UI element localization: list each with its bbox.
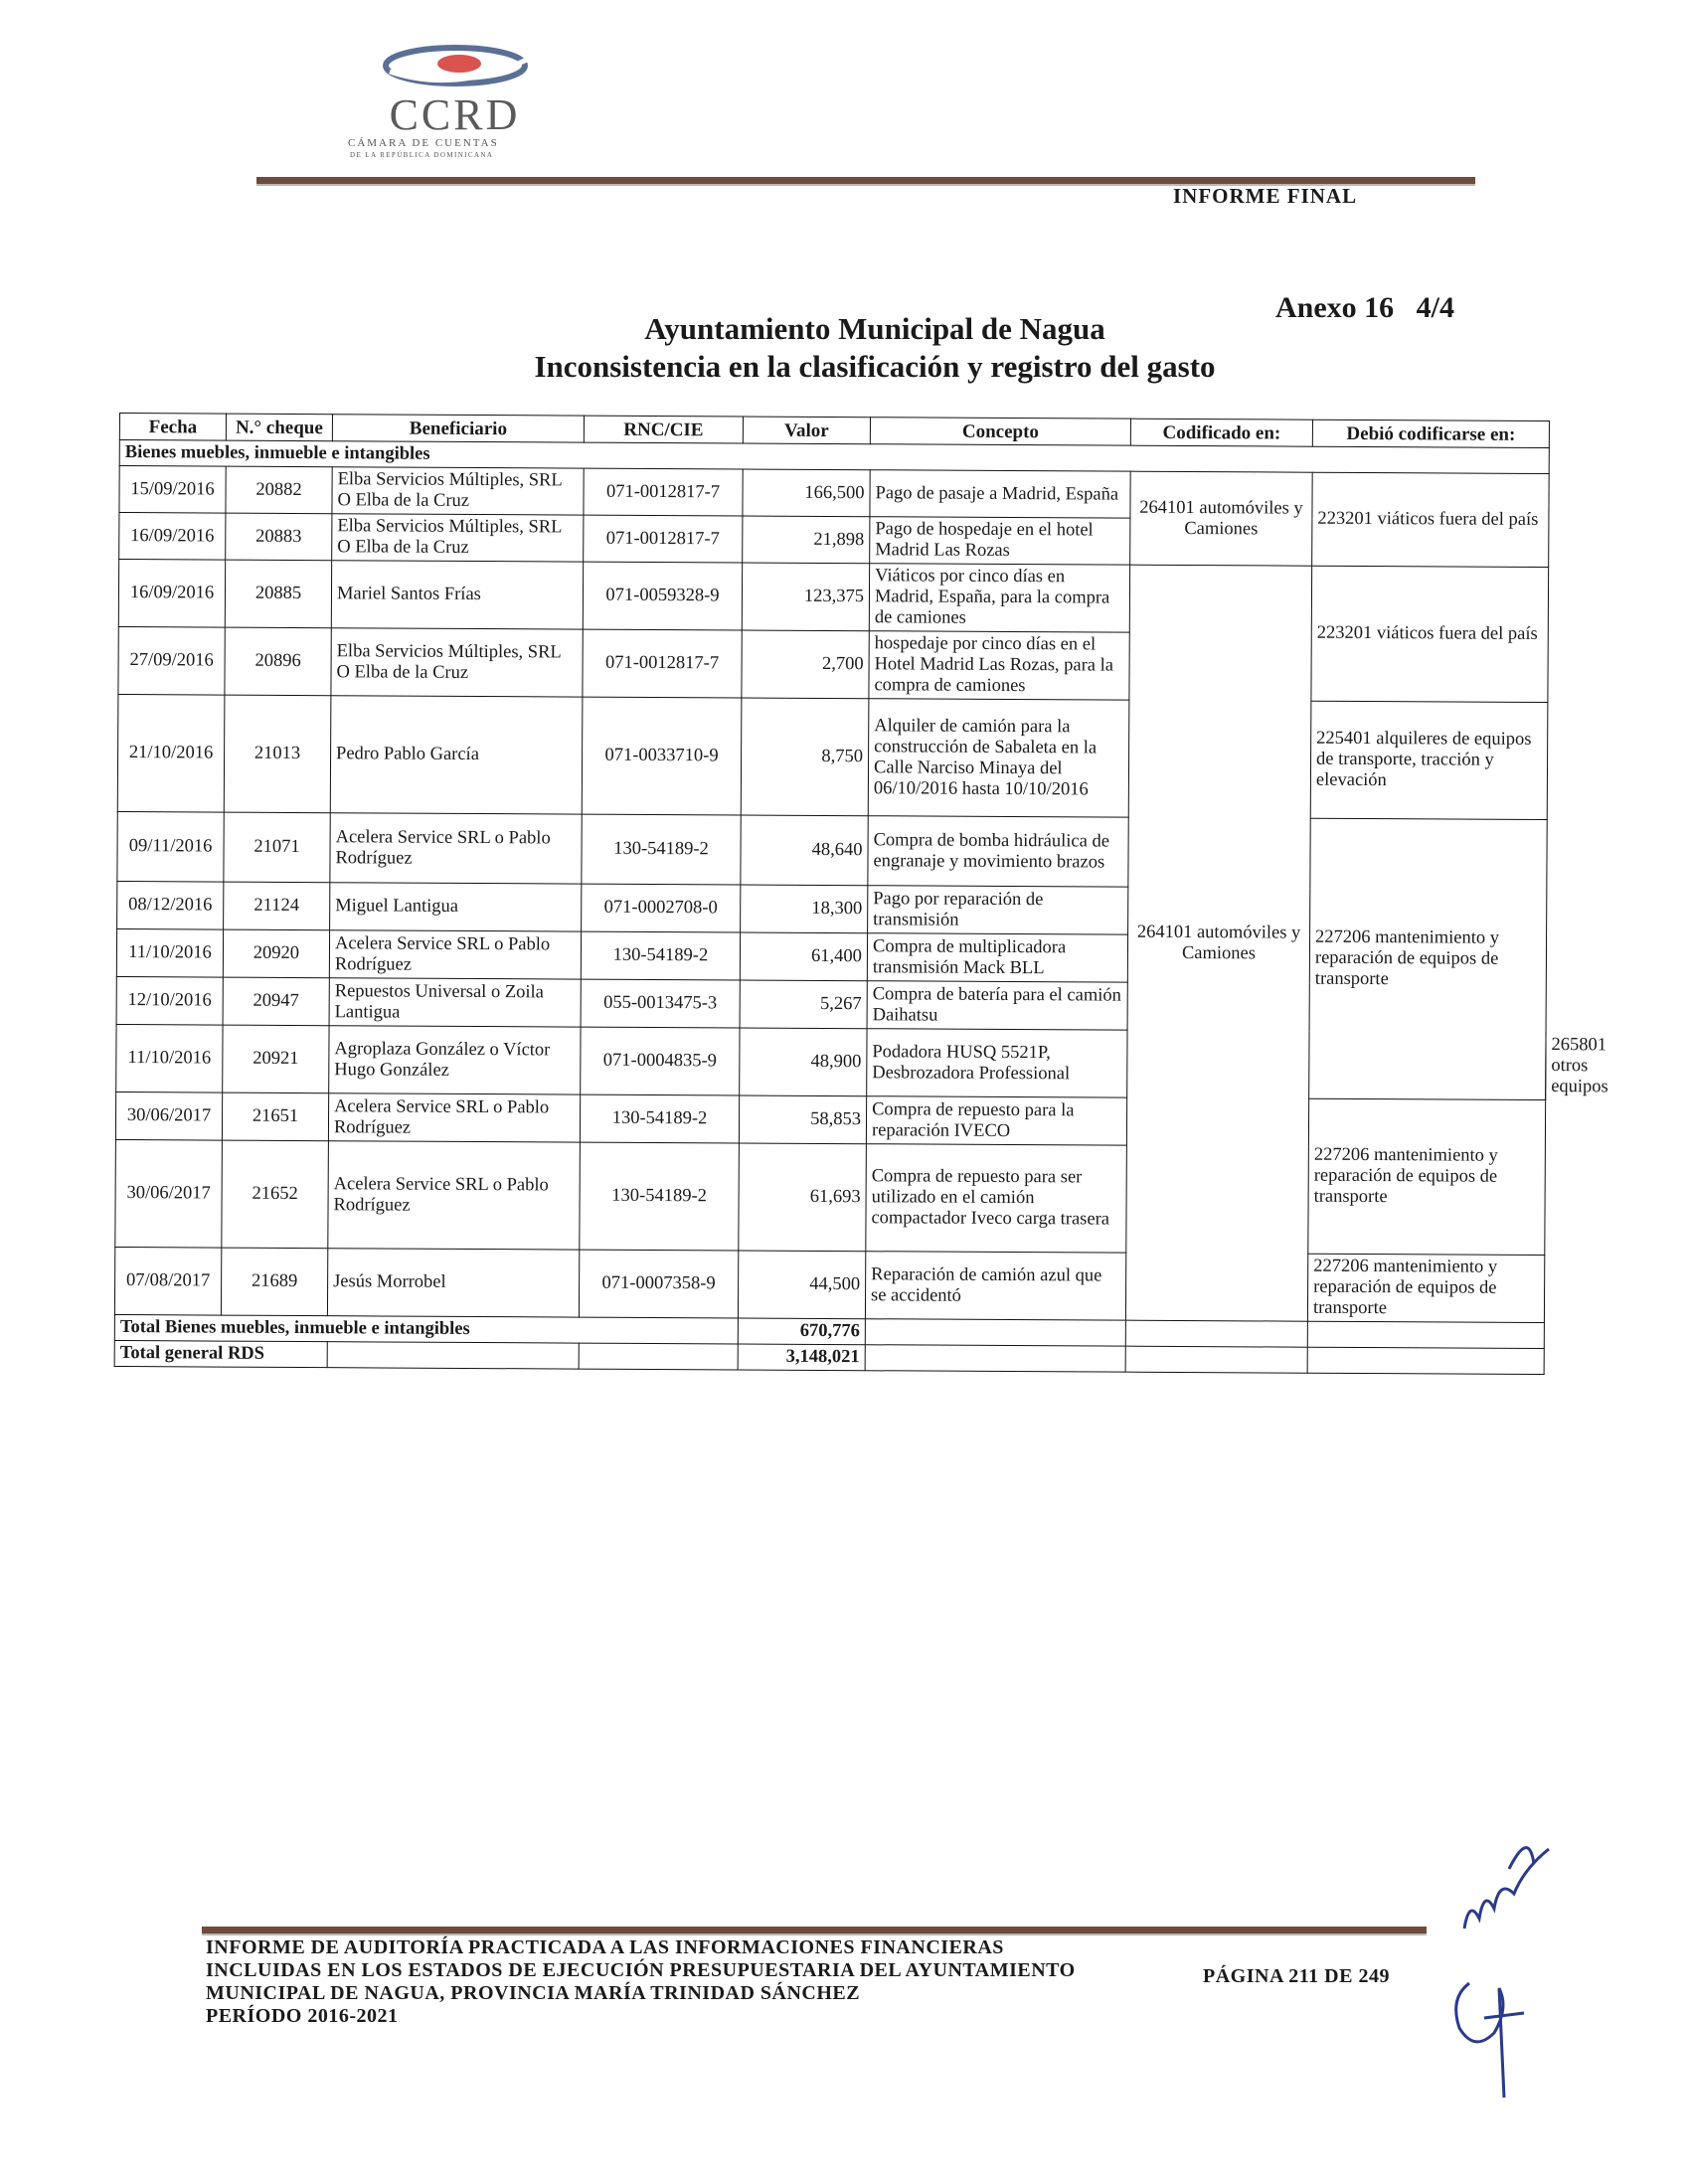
cell-beneficiario: Acelera Service SRL o Pablo Rodríguez: [329, 930, 581, 979]
col-header: N.° cheque: [226, 414, 332, 441]
cell-concepto: Pago de pasaje a Madrid, España: [870, 470, 1130, 518]
cell-debio: 227206 mantenimiento y reparación de equipos de transporte: [1308, 1098, 1546, 1255]
cell-beneficiario: Miguel Lantigua: [330, 883, 582, 931]
category-total-label: Total Bienes muebles, inmueble e intangibles: [114, 1314, 738, 1344]
cell-beneficiario: Elba Servicios Múltiples, SRL O Elba de la Cruz: [332, 467, 584, 515]
cell-fecha: 12/10/2016: [116, 976, 223, 1025]
cell-debio: 227206 mantenimiento y reparación de equipos de transporte: [1307, 1254, 1544, 1322]
footer-line: MUNICIPAL DE NAGUA, PROVINCIA MARÍA TRINIDAD SÁNCHEZ: [206, 1982, 861, 2004]
cell-fecha: 21/10/2016: [117, 694, 225, 812]
cell-concepto: Reparación de camión azul que se accidentó: [865, 1252, 1125, 1320]
cell-beneficiario: Acelera Service SRL o Pablo Rodríguez: [330, 813, 582, 884]
cell-valor: 166,500: [743, 469, 870, 517]
annex-label: Anexo 16 4/4: [1275, 291, 1454, 324]
cell-cheque: 20896: [225, 627, 331, 696]
cell-valor: 61,400: [740, 932, 867, 981]
cell-cheque: 21651: [222, 1092, 328, 1141]
cell-concepto: Viáticos por cinco días en Madrid, España, para la compra de camiones: [869, 564, 1129, 632]
cell-rnc: 130-54189-2: [580, 1142, 740, 1251]
cell-fecha: 11/10/2016: [116, 1024, 223, 1092]
cell-fecha: 09/11/2016: [117, 811, 224, 882]
cell-rnc: 071-0012817-7: [584, 515, 743, 563]
col-header: Codificado en:: [1130, 419, 1312, 446]
cell-valor: 8,750: [741, 698, 869, 816]
cell-valor: 44,500: [738, 1251, 865, 1319]
cell-valor: 5,267: [740, 980, 867, 1029]
cell-concepto: Pago por reparación de transmisión: [868, 886, 1128, 934]
handwritten-signature-icon: [1439, 1809, 1589, 2107]
table-row: [117, 811, 1547, 889]
cell-beneficiario: Jesús Morrobel: [327, 1249, 579, 1317]
cell-cheque: 20947: [223, 977, 329, 1026]
cell-concepto: Alquiler de camión para la construcción de Sabaleta en la Calle Narciso Minaya del 06/10/2016 hasta 10/10/2016: [868, 699, 1129, 817]
cell-concepto: Compra de repuesto para la reparación IVECO: [866, 1096, 1126, 1145]
col-header: Fecha: [119, 414, 226, 441]
cell-rnc: 071-0059328-9: [583, 562, 742, 630]
cell-concepto: Compra de repuesto para ser utilizado en el camión compactador Iveco carga trasera: [866, 1144, 1127, 1253]
category-label: Bienes muebles, inmueble e intangibles: [119, 440, 1549, 474]
logo-subtitle-2: DE LA REPÚBLICA DOMINICANA: [350, 151, 494, 159]
cell-cheque: 21652: [222, 1140, 329, 1249]
footer-divider: [202, 1927, 1427, 1935]
cell-valor: 21,898: [743, 516, 870, 564]
table-row: [119, 466, 1549, 521]
cell-rnc: 071-0012817-7: [584, 468, 743, 516]
table-row: [118, 560, 1548, 635]
cell-beneficiario: Repuestos Universal o Zoila Lantigua: [329, 978, 581, 1027]
cell-beneficiario: Acelera Service SRL o Pablo Rodríguez: [328, 1141, 581, 1250]
table-row: [115, 1092, 1545, 1147]
logo-emblem-icon: [378, 42, 532, 91]
cell-debio: 225401 alquileres de equipos de transporte, tracción y elevación: [1310, 701, 1548, 819]
cell-beneficiario: Agroplaza González o Víctor Hugo González: [329, 1026, 581, 1094]
cell-valor: 58,853: [739, 1095, 866, 1144]
cell-cheque: 20883: [226, 513, 332, 561]
footer-line: PERÍODO 2016-2021: [206, 2005, 399, 2027]
cell-debio: 223201 viáticos fuera del país: [1312, 472, 1550, 567]
cell-fecha: 08/12/2016: [117, 881, 224, 929]
footer-line: INFORME DE AUDITORÍA PRACTICADA A LAS INFORMACIONES FINANCIERAS: [206, 1936, 1004, 1958]
cell-codificado: 264101 automóviles y Camiones: [1130, 471, 1313, 566]
table-row: [117, 694, 1548, 819]
cell-concepto: Pago de hospedaje en el hotel Madrid Las Rozas: [870, 517, 1130, 565]
ccrd-logo: [338, 42, 572, 159]
cell-beneficiario: Pedro Pablo García: [330, 696, 583, 814]
general-total-value: 3,148,021: [738, 1344, 865, 1371]
cell-fecha: 16/09/2016: [119, 513, 226, 561]
logo-name: CCRD: [389, 90, 521, 139]
cell-valor: 123,375: [742, 563, 869, 631]
cell-concepto: hospedaje por cinco días en el Hotel Madrid Las Rozas, para la compra de camiones: [869, 631, 1129, 700]
cell-beneficiario: Elba Servicios Múltiples, SRL O Elba de la Cruz: [332, 514, 584, 562]
cell-fecha: 30/06/2017: [115, 1139, 223, 1248]
cell-rnc: 055-0013475-3: [581, 979, 740, 1028]
cell-cheque: 20885: [225, 560, 331, 628]
cell-valor: 48,900: [740, 1028, 867, 1096]
page-title: [398, 310, 1352, 386]
cell-beneficiario: Mariel Santos Frías: [331, 561, 583, 629]
cell-valor: 48,640: [741, 815, 868, 886]
cell-cheque: 21013: [224, 695, 331, 813]
footer-line: INCLUIDAS EN LOS ESTADOS DE EJECUCIÓN PRESUPUESTARIA DEL AYUNTAMIENTO: [206, 1959, 1076, 1981]
cell-beneficiario: Elba Servicios Múltiples, SRL O Elba de la Cruz: [331, 628, 583, 697]
col-header: RNC/CIE: [584, 416, 743, 443]
cell-rnc: 071-0002708-0: [582, 884, 741, 932]
col-header: Concepto: [870, 418, 1130, 445]
cell-concepto: Compra de multiplicadora transmisión Mack BLL: [867, 933, 1127, 982]
category-total-value: 670,776: [738, 1318, 865, 1345]
cell-valor: 18,300: [741, 885, 868, 933]
cell-fecha: 27/09/2016: [118, 626, 225, 695]
cell-rnc: 130-54189-2: [580, 1094, 739, 1143]
title-line-2: Inconsistencia en la clasificación y registro del gasto: [534, 349, 1216, 384]
cell-rnc: 071-0007358-9: [579, 1250, 738, 1318]
cell-valor: 2,700: [742, 630, 869, 699]
cell-fecha: 11/10/2016: [116, 928, 223, 977]
cell-fecha: 30/06/2017: [115, 1092, 222, 1140]
cell-debio: 227206 mantenimiento y reparación de equipos de transporte: [1309, 818, 1548, 1099]
cell-cheque: 21071: [224, 812, 330, 883]
cell-concepto: Compra de batería para el camión Daihatsu: [867, 981, 1127, 1030]
page-number: PÁGINA 211 DE 249: [1203, 1965, 1390, 1987]
cell-rnc: 071-0004835-9: [581, 1027, 740, 1095]
cell-beneficiario: Acelera Service SRL o Pablo Rodríguez: [328, 1093, 580, 1142]
col-header: Valor: [743, 417, 870, 444]
table-row: [114, 1247, 1544, 1322]
cell-cheque: 21124: [224, 882, 330, 930]
cell-fecha: 15/09/2016: [119, 466, 226, 514]
cell-concepto: Compra de bomba hidráulica de engranaje y movimiento brazos: [868, 816, 1128, 887]
col-header: Debió codificarse en:: [1312, 420, 1549, 447]
cell-cheque: 20882: [226, 466, 332, 514]
cell-concepto: Podadora HUSQ 5521P, Desbrozadora Professional: [867, 1029, 1127, 1097]
footer-report-title: [206, 1936, 1160, 2028]
logo-subtitle: CÁMARA DE CUENTAS: [348, 137, 499, 149]
col-header: Beneficiario: [332, 415, 584, 442]
expense-table: [114, 413, 1608, 1398]
cell-rnc: 071-0033710-9: [582, 697, 742, 815]
cell-codificado: 264101 automóviles y Camiones: [1125, 565, 1311, 1321]
cell-debio: 223201 viáticos fuera del país: [1311, 566, 1549, 702]
cell-cheque: 21689: [221, 1248, 327, 1316]
title-line-1: Ayuntamiento Municipal de Nagua: [644, 311, 1105, 346]
cell-cheque: 20921: [223, 1025, 329, 1093]
cell-fecha: 07/08/2017: [114, 1247, 221, 1315]
cell-fecha: 16/09/2016: [118, 560, 225, 628]
cell-rnc: 130-54189-2: [582, 814, 741, 885]
report-label: INFORME FINAL: [1173, 184, 1358, 208]
cell-valor: 61,693: [739, 1143, 867, 1252]
cell-rnc: 071-0012817-7: [583, 629, 742, 698]
cell-cheque: 20920: [223, 929, 329, 978]
cell-rnc: 130-54189-2: [581, 931, 740, 980]
general-total-label: Total general RDS: [114, 1340, 327, 1367]
